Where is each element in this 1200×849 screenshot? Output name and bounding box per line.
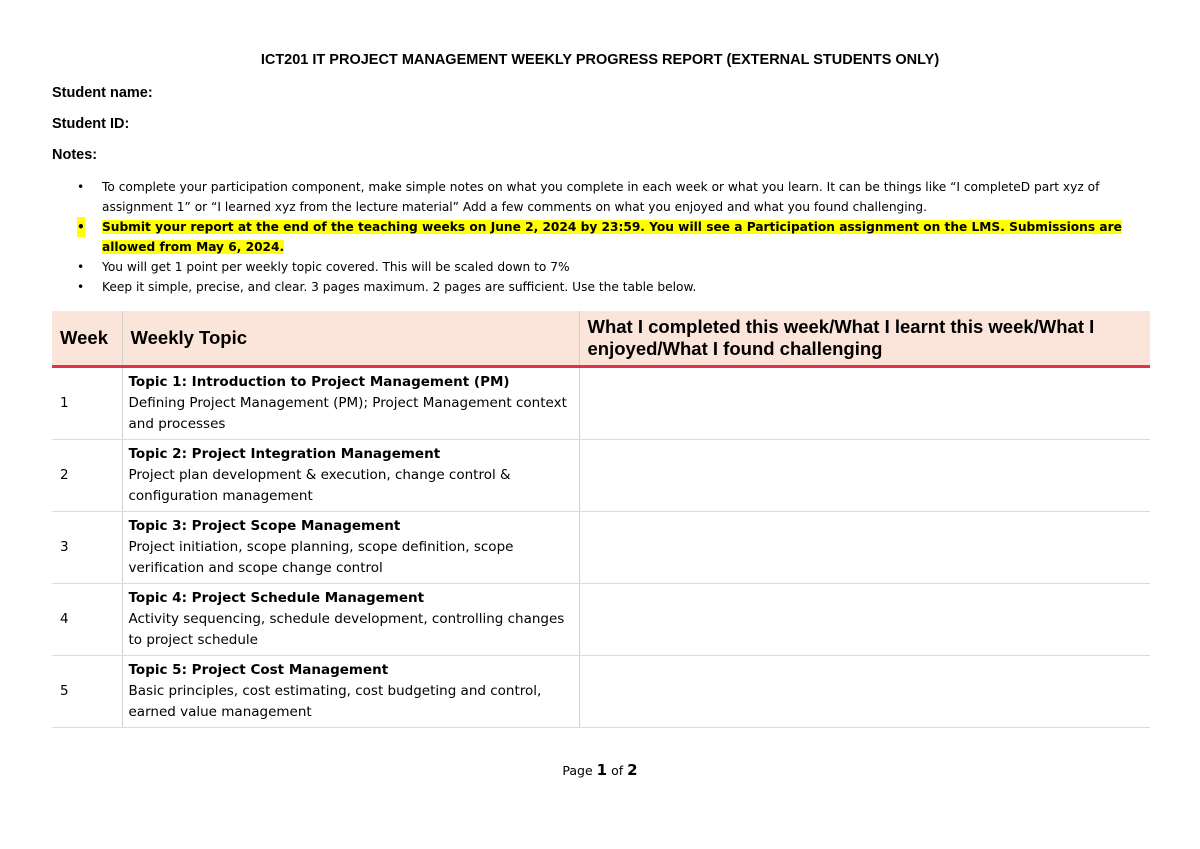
note-item <box>52 257 1152 277</box>
notes-label: Notes: <box>52 147 98 163</box>
student-id-label: Student ID: <box>52 116 130 132</box>
table-row <box>52 656 1150 728</box>
bullet-icon: • <box>77 217 85 237</box>
bullet-icon: • <box>77 260 85 274</box>
table-row <box>52 367 1150 440</box>
header-completed: What I completed this week/What I learnt this week/What I enjoyed/What I found challenging <box>579 311 1150 367</box>
table-row <box>52 584 1150 656</box>
note-text: Keep it simple, precise, and clear. 3 pages maximum. 2 pages are sufficient. Use the table below. <box>102 280 697 294</box>
bullet-icon: • <box>77 180 85 194</box>
topic-name: Topic 2: Project Integration Management <box>128 446 441 462</box>
topic-description: Project initiation, scope planning, scope definition, scope verification and scope change control <box>128 539 514 576</box>
topic-cell <box>122 440 579 512</box>
page-prefix: Page <box>562 763 593 778</box>
page-footer <box>0 761 1200 779</box>
week-cell: 4 <box>52 584 122 656</box>
topic-name: Topic 3: Project Scope Management <box>128 518 401 534</box>
table-row <box>52 440 1150 512</box>
note-text: You will get 1 point per weekly topic covered. This will be scaled down to 7% <box>102 260 570 274</box>
note-item-highlighted <box>52 217 1152 257</box>
topic-description: Activity sequencing, schedule development, controlling changes to project schedule <box>128 611 565 648</box>
topic-cell <box>122 512 579 584</box>
week-cell: 5 <box>52 656 122 728</box>
topic-cell <box>122 584 579 656</box>
note-item <box>52 177 1152 217</box>
table-header-row <box>52 311 1150 367</box>
completed-cell[interactable] <box>579 440 1150 512</box>
completed-cell[interactable] <box>579 656 1150 728</box>
topic-description: Basic principles, cost estimating, cost budgeting and control, earned value management <box>128 683 542 720</box>
topic-description: Defining Project Management (PM); Project Management context and processes <box>128 395 567 432</box>
header-week: Week <box>52 311 122 367</box>
note-item <box>52 277 1152 297</box>
topic-cell <box>122 367 579 440</box>
page-sep: of <box>611 763 624 778</box>
notes-list <box>52 177 1152 297</box>
document-title: ICT201 IT PROJECT MANAGEMENT WEEKLY PROGRESS REPORT (EXTERNAL STUDENTS ONLY) <box>260 52 940 68</box>
completed-cell[interactable] <box>579 512 1150 584</box>
bullet-icon: • <box>77 280 85 294</box>
student-name-label: Student name: <box>52 85 153 101</box>
table-row <box>52 512 1150 584</box>
progress-table <box>52 311 1150 728</box>
topic-name: Topic 5: Project Cost Management <box>128 662 389 678</box>
week-cell: 3 <box>52 512 122 584</box>
page-total: 2 <box>627 761 638 779</box>
topic-description: Project plan development & execution, change control & configuration management <box>128 467 511 504</box>
topic-name: Topic 1: Introduction to Project Management (PM) <box>128 374 510 390</box>
topic-cell <box>122 656 579 728</box>
page-current: 1 <box>596 761 608 779</box>
week-cell: 1 <box>52 367 122 440</box>
completed-cell[interactable] <box>579 584 1150 656</box>
completed-cell[interactable] <box>579 367 1150 440</box>
note-text: Submit your report at the end of the teaching weeks on June 2, 2024 by 23:59. You will see a Participation assignment on the LMS. Submissions are allowed from May 6, 2024. <box>102 220 1122 254</box>
note-text: To complete your participation component, make simple notes on what you complete in each week or what you learn. It can be things like “I completeD part xyz of assignment 1” or “I learned xyz from the lecture material” Add a few comments on what you enjoyed and what you found challenging. <box>102 180 1100 214</box>
week-cell: 2 <box>52 440 122 512</box>
topic-name: Topic 4: Project Schedule Management <box>128 590 425 606</box>
header-weekly-topic: Weekly Topic <box>122 311 579 367</box>
